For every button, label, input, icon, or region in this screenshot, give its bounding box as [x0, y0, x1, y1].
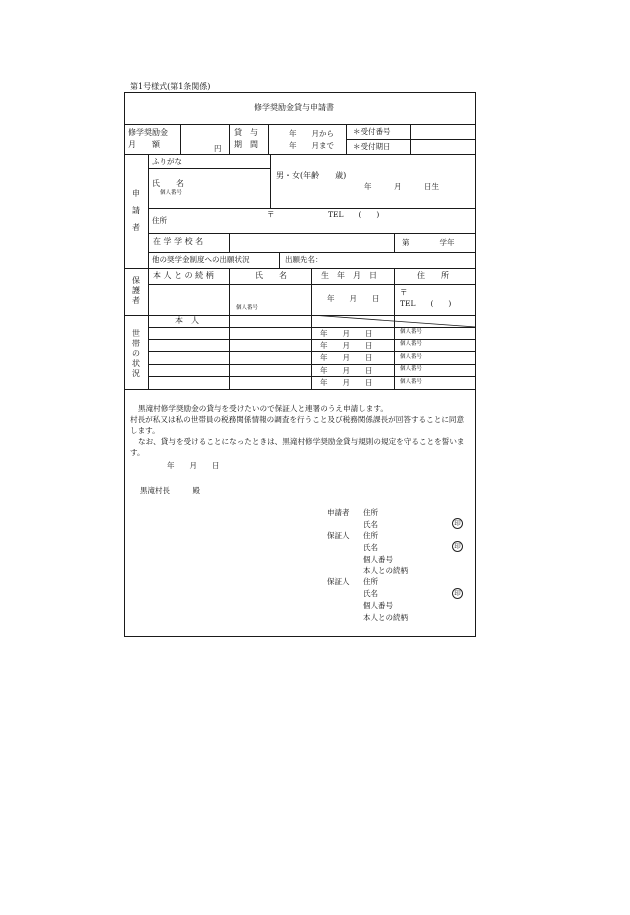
sign-name-label: 氏名: [363, 520, 378, 529]
postal-mark: 〒: [267, 210, 275, 219]
address-label: 住所: [152, 216, 167, 225]
household-row-personal-number: 個人番号: [400, 379, 423, 385]
sign-relation-label: 本人との続柄: [363, 566, 408, 575]
birth-date: 年 月 日生: [364, 182, 439, 191]
applicant-name-label: 氏 名: [152, 179, 184, 188]
household-section-label: 世 帯 の 状 況: [132, 329, 140, 378]
applicant-role: 申請者: [327, 508, 350, 517]
other-scholarship-label: 他の奨学金制度への出願状況: [152, 255, 250, 264]
guardian-postal-mark: 〒: [400, 288, 408, 297]
declaration-date: 年 月 日: [167, 461, 220, 470]
declaration-para-3: なお、貸与を受けることになったときは、黒滝村修学奨励金貸与規則の規定を守ることを誓います。: [130, 437, 465, 457]
guardian-birth-date: 年 月 日: [327, 294, 380, 303]
furigana-label: ふりがな: [152, 157, 182, 166]
sign-address-label: 住所: [363, 577, 378, 586]
sign-address-label: 住所: [363, 531, 378, 540]
amount-unit: 円: [214, 144, 222, 153]
household-row-birth: 年 月 日: [320, 366, 373, 375]
sign-name-label: 氏名: [363, 589, 378, 598]
sign-personal-number-label: 個人番号: [363, 555, 393, 564]
gender-age: 男・女(年齢 歳): [276, 171, 347, 180]
guardian-section-label: 保 護 者: [132, 276, 140, 305]
amount-label-1: 修学奨励金: [128, 128, 168, 137]
school-label: 在 学 学 校 名: [153, 237, 204, 246]
self-row-strike: [311, 315, 476, 327]
sign-address-label: 住所: [363, 508, 378, 517]
declaration-para-1: 黒滝村修学奨励金の貸与を受けたいので保証人と連署のうえ申請します。: [138, 404, 388, 413]
sign-personal-number-label: 個人番号: [363, 601, 393, 610]
household-row-birth: 年 月 日: [320, 329, 373, 338]
household-row-personal-number: 個人番号: [400, 341, 423, 347]
declaration-para-2: 村長が私又は私の世帯員の税務関係情報の調査を行うこと及び税務関係課長が回答することに同意します。: [130, 415, 465, 435]
tel-label: TEL ( ): [328, 210, 380, 219]
seal-mark-icon: 印: [452, 518, 463, 529]
applicant-personal-number-label: 個人番号: [160, 190, 183, 196]
addressee: 黒滝村長 殿: [140, 486, 200, 495]
household-row-personal-number: 個人番号: [400, 354, 423, 360]
guardian-header-name: 氏 名: [255, 271, 287, 280]
guardian-header-birth: 生 年 月 日: [321, 271, 377, 280]
guarantor-role: 保証人: [327, 531, 350, 540]
guarantor-role: 保証人: [327, 577, 350, 586]
household-self-label: 本 人: [175, 316, 199, 325]
guardian-header-relation: 本 人 と の 続 柄: [153, 271, 214, 280]
form-number: 第1号様式(第1条関係): [130, 82, 211, 91]
household-row-birth: 年 月 日: [320, 353, 373, 362]
guardian-header-address: 住 所: [417, 271, 449, 280]
period-from: 年 月から: [289, 129, 334, 138]
form-title: 修学奨励金貸与申請書: [254, 103, 334, 112]
period-label-2: 期 間: [234, 140, 258, 149]
household-row-birth: 年 月 日: [320, 378, 373, 387]
grade-label: 第 学年: [402, 238, 455, 247]
receipt-date-label: ＊受付期日: [353, 142, 391, 151]
receipt-number-label: ＊受付番号: [353, 127, 391, 136]
period-label-1: 貸 与: [234, 128, 258, 137]
seal-mark-icon: 印: [452, 541, 463, 552]
guardian-personal-number-label: 個人番号: [236, 305, 259, 311]
period-to: 年 月まで: [289, 141, 334, 150]
household-row-birth: 年 月 日: [320, 341, 373, 350]
amount-label-2: 月 額: [128, 140, 160, 149]
applicant-section-label: 申 請 者: [132, 189, 140, 232]
seal-mark-icon: 印: [452, 588, 463, 599]
sign-relation-label: 本人との続柄: [363, 613, 408, 622]
household-row-personal-number: 個人番号: [400, 366, 423, 372]
sign-name-label: 氏名: [363, 543, 378, 552]
household-row-personal-number: 個人番号: [400, 329, 423, 335]
applied-to-label: 出願先名：: [285, 255, 323, 264]
guardian-tel-label: TEL ( ): [400, 299, 452, 308]
